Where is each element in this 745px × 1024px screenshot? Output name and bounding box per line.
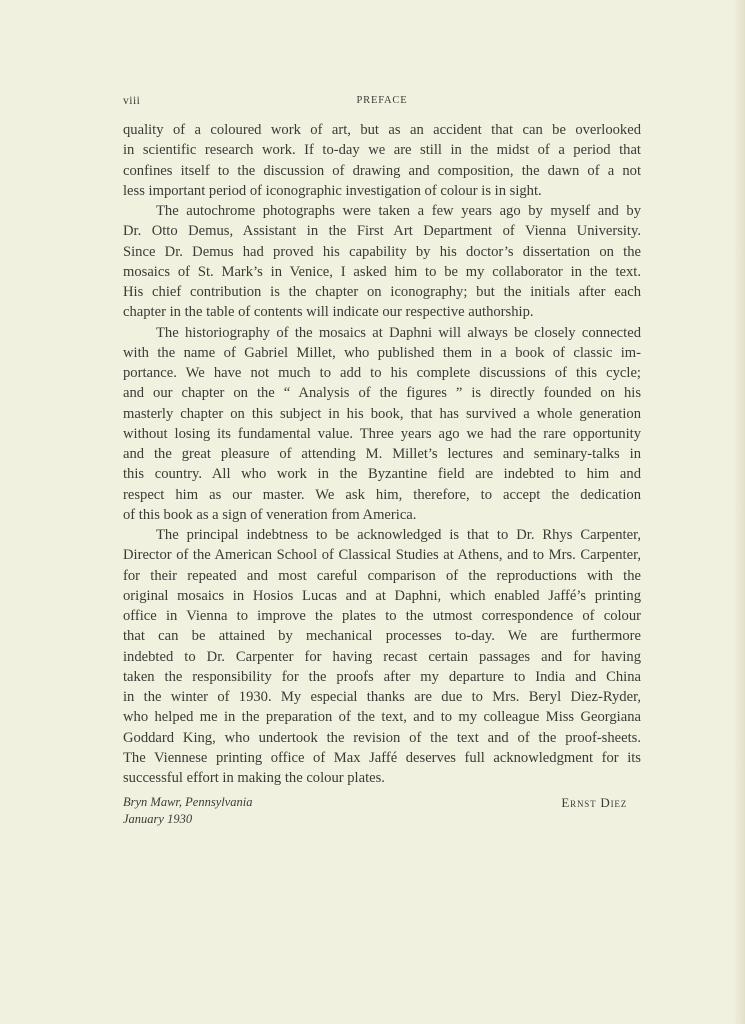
text-line: successful effort in making the colour plates. — [123, 770, 385, 786]
text-line: masterly chapter on this subject in his book, that has survived a whole generation — [123, 405, 641, 422]
text-line: Since Dr. Demus had proved his capability by his doctor’s dissertation on the — [123, 243, 641, 260]
text-line: in scientific research work. If to-day we are still in the midst of a period that — [123, 142, 641, 159]
text-line: that can be attained by mechanical processes to-day. We are furthermore — [123, 628, 641, 645]
text-line: and the great pleasure of attending M. Millet’s lectures and seminary-talks in — [123, 446, 641, 462]
text-line: mosaics of St. Mark’s in Venice, I asked him to be my collaborator in the text. — [123, 263, 641, 280]
text-line: confines itself to the discussion of drawing and composition, the dawn of a not — [123, 162, 641, 179]
text-line: original mosaics in Hosios Lucas and at Daphni, which enabled Jaffé’s printing — [123, 587, 641, 604]
text-line: without losing its fundamental value. Three years ago we had the rare opportunity — [123, 425, 641, 442]
text-line: Dr. Otto Demus, Assistant in the First Art Department of Vienna University. — [123, 223, 641, 240]
text-line: The principal indebtness to be acknowledged is that to Dr. Rhys Carpenter, — [156, 527, 641, 543]
signoff — [123, 794, 641, 834]
text-line: in the winter of 1930. My especial thanks are due to Mrs. Beryl Diez-Ryder, — [123, 689, 641, 705]
paragraph — [123, 201, 641, 323]
text-line: The Viennese printing office of Max Jaffé deserves full acknowledgment for its — [123, 749, 641, 766]
text-line: indebted to Dr. Carpenter for having recast certain passages and for having — [123, 648, 641, 665]
body-text — [123, 120, 641, 788]
paragraph — [123, 120, 641, 201]
text-line: for their repeated and most careful comparison of the reproductions with the — [123, 567, 641, 584]
signoff-author: Ernst Diez — [561, 795, 627, 810]
text-line: office in Vienna to improve the plates to the utmost correspondence of colour — [123, 608, 641, 624]
text-line: The autochrome photographs were taken a few years ago by myself and by — [156, 203, 641, 219]
text-line: quality of a coloured work of art, but as an accident that can be overlooked — [123, 122, 641, 138]
text-line: Goddard King, who undertook the revision of the text and of the proof-sheets. — [123, 729, 641, 746]
text-line: portance. We have not much to add to his complete discussions of this cycle; — [123, 365, 641, 381]
text-line: chapter in the table of contents will indicate our respective authorship. — [123, 304, 534, 321]
text-line: taken the responsibility for the proofs after my departure to India and China — [123, 668, 641, 685]
signoff-place: Bryn Mawr, Pennsylvania — [123, 795, 253, 809]
signoff-date: January 1930 — [123, 812, 193, 826]
page-edge-shadow — [733, 0, 745, 1024]
text-line: with the name of Gabriel Millet, who published them in a book of classic im- — [123, 344, 641, 361]
text-line: less important period of iconographic investigation of colour is in sight. — [123, 182, 542, 199]
paragraph — [123, 323, 641, 526]
text-line: who helped me in the preparation of the text, and to my colleague Miss Georgiana — [123, 709, 641, 726]
text-line: Director of the American School of Classical Studies at Athens, and to Mrs. Carpenter, — [123, 547, 641, 564]
text-line: of this book as a sign of veneration from America. — [123, 506, 417, 523]
text-line: this country. All who work in the Byzantine field are indebted to him and — [123, 466, 641, 483]
text-line: The historiography of the mosaics at Daphni will always be closely connected — [156, 324, 641, 341]
text-line: His chief contribution is the chapter on iconography; but the initials after each — [123, 284, 641, 300]
page-number: viii — [123, 95, 141, 107]
text-line: respect him as our master. We ask him, therefore, to accept the dedication — [123, 486, 641, 503]
running-title: PREFACE — [356, 95, 408, 106]
text-line: and our chapter on the “ Analysis of the figures ” is directly founded on his — [123, 385, 641, 402]
running-head — [123, 95, 641, 111]
paragraph — [123, 525, 641, 788]
